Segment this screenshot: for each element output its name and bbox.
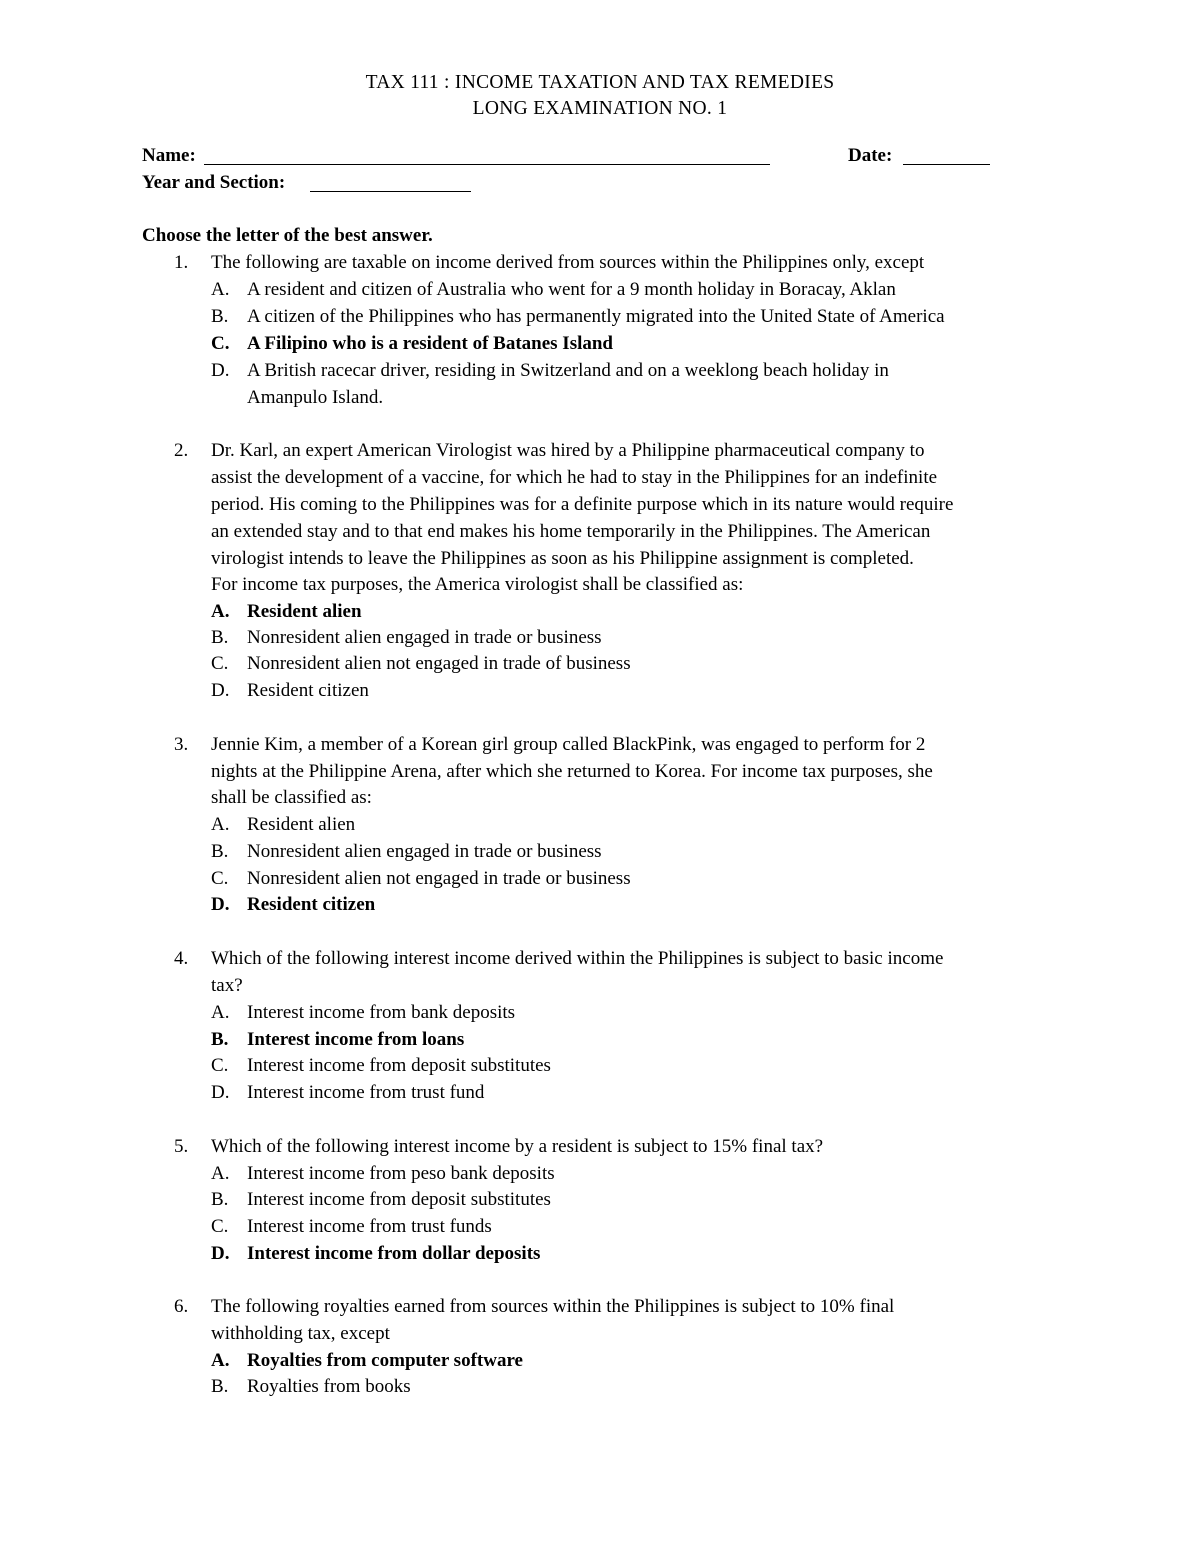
exam-title: TAX 111 : INCOME TAXATION AND TAX REMEDIES — [365, 72, 835, 93]
option-letter: B. — [211, 841, 229, 862]
question-text: shall be classified as: — [211, 787, 372, 808]
option-letter: D. — [211, 360, 230, 381]
option-letter-answer: A. — [211, 1350, 230, 1371]
question-text: assist the development of a vaccine, for which he had to stay in the Philippines for an indefinite — [211, 467, 938, 488]
option-letter: A. — [211, 814, 230, 835]
option-text-answer: Resident alien — [247, 601, 362, 622]
option-text-answer: Resident citizen — [247, 894, 376, 915]
question-text: nights at the Philippine Arena, after which she returned to Korea. For income tax purposes, she — [211, 761, 933, 782]
option-text: Nonresident alien engaged in trade or business — [247, 841, 602, 862]
instruction: Choose the letter of the best answer. — [142, 225, 433, 246]
name-field[interactable] — [204, 164, 770, 165]
option-letter: C. — [211, 1055, 229, 1076]
question-text: The following are taxable on income derived from sources within the Philippines only, except — [211, 252, 925, 273]
option-text: Nonresident alien not engaged in trade of business — [247, 653, 631, 674]
option-text: A resident and citizen of Australia who went for a 9 month holiday in Boracay, Aklan — [247, 279, 896, 300]
question-text: Jennie Kim, a member of a Korean girl group called BlackPink, was engaged to perform for 2 — [211, 734, 926, 755]
question-text: The following royalties earned from sources within the Philippines is subject to 10% final — [211, 1296, 895, 1317]
option-text: Interest income from bank deposits — [247, 1002, 516, 1023]
option-letter-answer: B. — [211, 1029, 229, 1050]
question-number: 2. — [174, 440, 189, 461]
option-text-answer: Interest income from loans — [247, 1029, 465, 1050]
question-number: 5. — [174, 1136, 189, 1157]
question-number: 6. — [174, 1296, 189, 1317]
option-letter: C. — [211, 1216, 229, 1237]
option-letter: A. — [211, 1002, 230, 1023]
option-letter: B. — [211, 306, 229, 327]
option-letter: B. — [211, 1189, 229, 1210]
question-number: 1. — [174, 252, 189, 273]
question-text: Which of the following interest income by a resident is subject to 15% final tax? — [211, 1136, 824, 1157]
question-text: withholding tax, except — [211, 1323, 390, 1344]
date-label: Date: — [848, 145, 893, 166]
exam-subtitle: LONG EXAMINATION NO. 1 — [472, 98, 728, 119]
option-text-continuation: Amanpulo Island. — [247, 387, 384, 408]
question-text: Which of the following interest income derived within the Philippines is subject to basic income — [211, 948, 944, 969]
option-letter-answer: A. — [211, 601, 230, 622]
option-text: A citizen of the Philippines who has permanently migrated into the United State of America — [247, 306, 945, 327]
option-text: Royalties from books — [247, 1376, 411, 1397]
year-section-label: Year and Section: — [142, 172, 286, 193]
question-text: For income tax purposes, the America virologist shall be classified as: — [211, 574, 744, 595]
option-letter: A. — [211, 279, 230, 300]
option-letter-answer: D. — [211, 894, 230, 915]
option-letter: D. — [211, 1082, 230, 1103]
question-text: an extended stay and to that end makes his home temporarily in the Philippines. The American — [211, 521, 931, 542]
question-number: 4. — [174, 948, 189, 969]
question-text: tax? — [211, 975, 243, 996]
option-letter-answer: D. — [211, 1243, 230, 1264]
option-text-answer: A Filipino who is a resident of Batanes Island — [247, 333, 614, 354]
option-letter: B. — [211, 1376, 229, 1397]
option-text: Interest income from deposit substitutes — [247, 1189, 551, 1210]
option-letter-answer: C. — [211, 333, 230, 354]
question-text: virologist intends to leave the Philippines as soon as his Philippine assignment is completed. — [211, 548, 914, 569]
option-text: Interest income from deposit substitutes — [247, 1055, 551, 1076]
option-text: Interest income from trust funds — [247, 1216, 492, 1237]
option-text: Nonresident alien not engaged in trade or business — [247, 868, 631, 889]
option-text: Nonresident alien engaged in trade or business — [247, 627, 602, 648]
option-text: Resident alien — [247, 814, 356, 835]
year-section-field[interactable] — [310, 191, 471, 192]
option-letter: D. — [211, 680, 230, 701]
name-label: Name: — [142, 145, 196, 166]
option-text-answer: Royalties from computer software — [247, 1350, 523, 1371]
question-text: period. His coming to the Philippines was for a definite purpose which in its nature would require — [211, 494, 954, 515]
option-text: Interest income from peso bank deposits — [247, 1163, 555, 1184]
option-text-answer: Interest income from dollar deposits — [247, 1243, 541, 1264]
option-text: Resident citizen — [247, 680, 369, 701]
option-letter: B. — [211, 627, 229, 648]
option-letter: C. — [211, 868, 229, 889]
option-text: A British racecar driver, residing in Switzerland and on a weeklong beach holiday in — [247, 360, 889, 381]
option-letter: C. — [211, 653, 229, 674]
question-number: 3. — [174, 734, 189, 755]
option-letter: A. — [211, 1163, 230, 1184]
date-field[interactable] — [903, 164, 990, 165]
option-text: Interest income from trust fund — [247, 1082, 485, 1103]
question-text: Dr. Karl, an expert American Virologist was hired by a Philippine pharmaceutical company to — [211, 440, 925, 461]
